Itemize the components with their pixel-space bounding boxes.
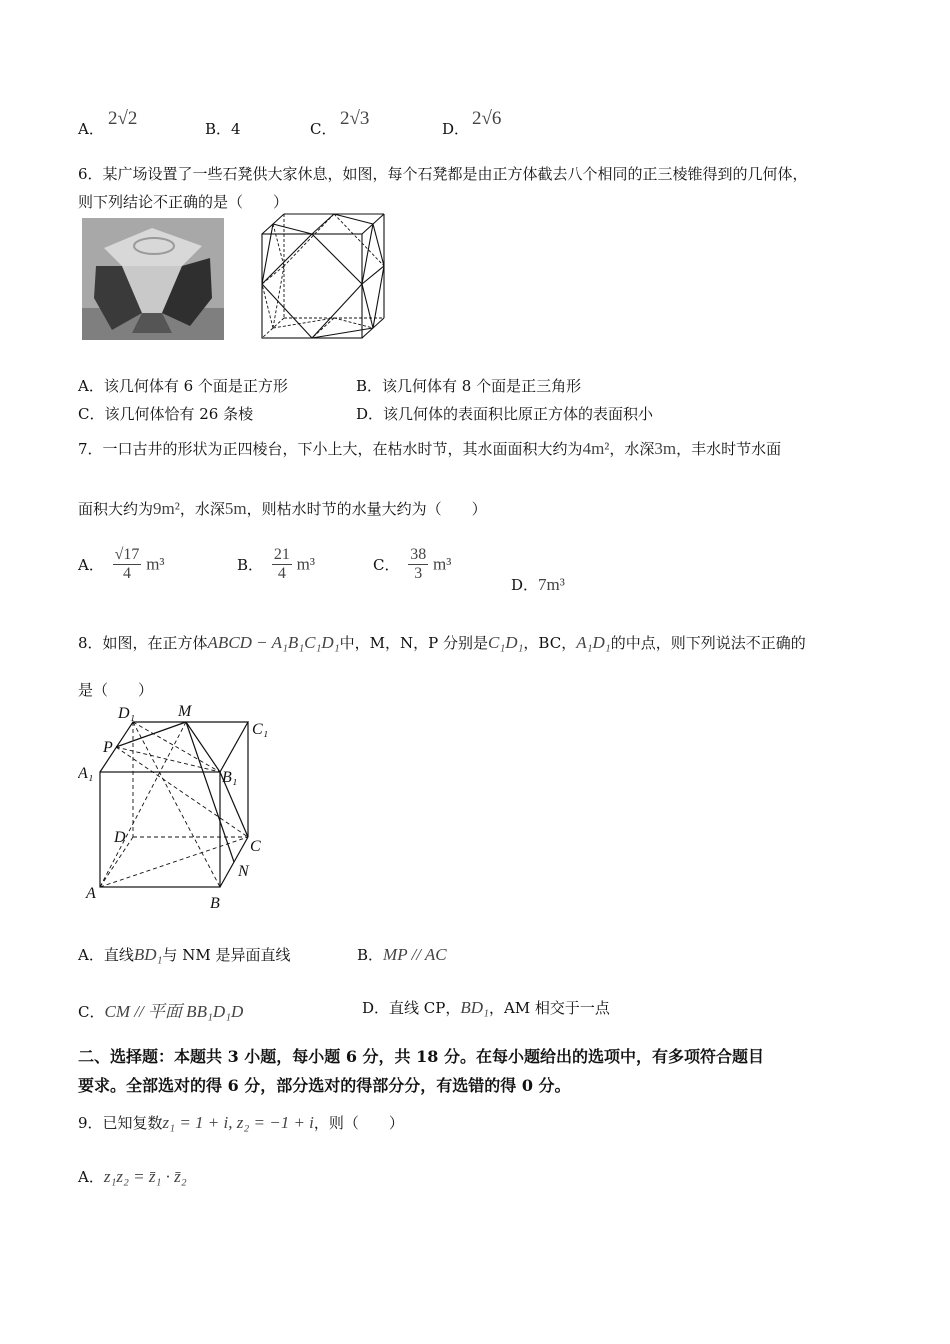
label-m: M	[178, 703, 192, 720]
label-d1: D₁	[118, 705, 136, 722]
label-b: B	[210, 895, 220, 912]
q7-option-a: A． $\frac{√17}{4}$ m³	[78, 546, 165, 582]
q7-area2: 9m²	[153, 499, 180, 518]
label-c: C	[250, 838, 261, 855]
q6-option-c: C．该几何体恰有 26 条棱	[78, 405, 254, 423]
q5-option-d-value: 2√6	[472, 108, 502, 129]
section2-heading-line2: 要求。全部选对的得 6 分，部分选对的得部分分，有选错的得 0 分。	[78, 1076, 571, 1095]
label-p: P	[103, 739, 113, 756]
q5-option-b: B．4	[205, 120, 241, 138]
q8-option-b: B．MP // AC	[357, 945, 447, 964]
label-a1: A₁	[78, 765, 94, 782]
q6-option-b: B．该几何体有 8 个面是正三角形	[356, 377, 582, 395]
q7-stem-line2: 面积大约为9m²，水深5m，则枯水时节的水量大约为（ ）	[78, 499, 487, 518]
q7-depth2: 5m	[224, 499, 247, 518]
q9-stem: 9．已知复数z₁ = 1 + i, z₂ = −1 + i，则（ ）	[78, 1113, 404, 1132]
label-b1: B₁	[222, 769, 238, 786]
cube-diagram	[78, 700, 278, 915]
q7-option-d: D．7m³	[511, 575, 565, 594]
q7-depth1: 3m	[654, 439, 677, 458]
stone-bench-photo	[82, 218, 224, 340]
q6-stem-line2: 则下列结论不正确的是（ ）	[78, 193, 289, 211]
q8-cube-name: ABCD − A₁B₁C₁D₁	[207, 633, 340, 652]
q7-stem-line1: 7．一口古井的形状为正四棱台，下小上大，在枯水时节，其水面面积大约为4m²，水深3m，丰水时节水面	[78, 439, 782, 458]
label-c1: C₁	[252, 721, 269, 738]
q5-option-a-value: 2√2	[108, 108, 138, 129]
q7-option-c: C． $\frac{38}{3}$ m³	[373, 546, 452, 582]
label-n: N	[238, 863, 249, 880]
q8-stem-line1: 8．如图，在正方体ABCD − A₁B₁C₁D₁中，M，N，P 分别是C₁D₁，BC，A₁D₁的中点，则下列说法不正确的	[78, 633, 806, 652]
truncated-cube-diagram	[258, 212, 386, 342]
label-d: D	[114, 829, 126, 846]
q8-option-d: D．直线 CP，BD₁，AM 相交于一点	[362, 998, 610, 1017]
q7-option-b: B． $\frac{21}{4}$ m³	[237, 546, 315, 582]
q6-stem-line1: 6．某广场设置了一些石凳供大家休息，如图，每个石凳都是由正方体截去八个相同的正三棱锥得到的几何体，	[78, 165, 808, 183]
q5-option-d: D．	[442, 120, 470, 138]
q9-option-a: A．z₁z₂ = z̄₁ · z̄₂	[78, 1167, 187, 1186]
q8-option-c: C．CM // 平面 BB₁D₁D	[78, 1002, 244, 1021]
q8-stem-line2: 是（ ）	[78, 681, 154, 699]
q6-option-d: D．该几何体的表面积比原正方体的表面积小	[356, 405, 654, 423]
q8-option-a: A．直线BD₁与 NM 是异面直线	[78, 945, 291, 964]
q7-area1: 4m²	[582, 439, 610, 458]
q6-option-a: A．该几何体有 6 个面是正方形	[78, 377, 288, 395]
q5-option-a: A．	[78, 120, 104, 138]
q5-option-c: C．	[310, 120, 337, 138]
q5-option-c-value: 2√3	[340, 108, 370, 129]
section2-heading-line1: 二、选择题：本题共 3 小题，每小题 6 分，共 18 分。在每小题给出的选项中，有多项符合题目	[78, 1047, 764, 1066]
label-a: A	[86, 885, 96, 902]
